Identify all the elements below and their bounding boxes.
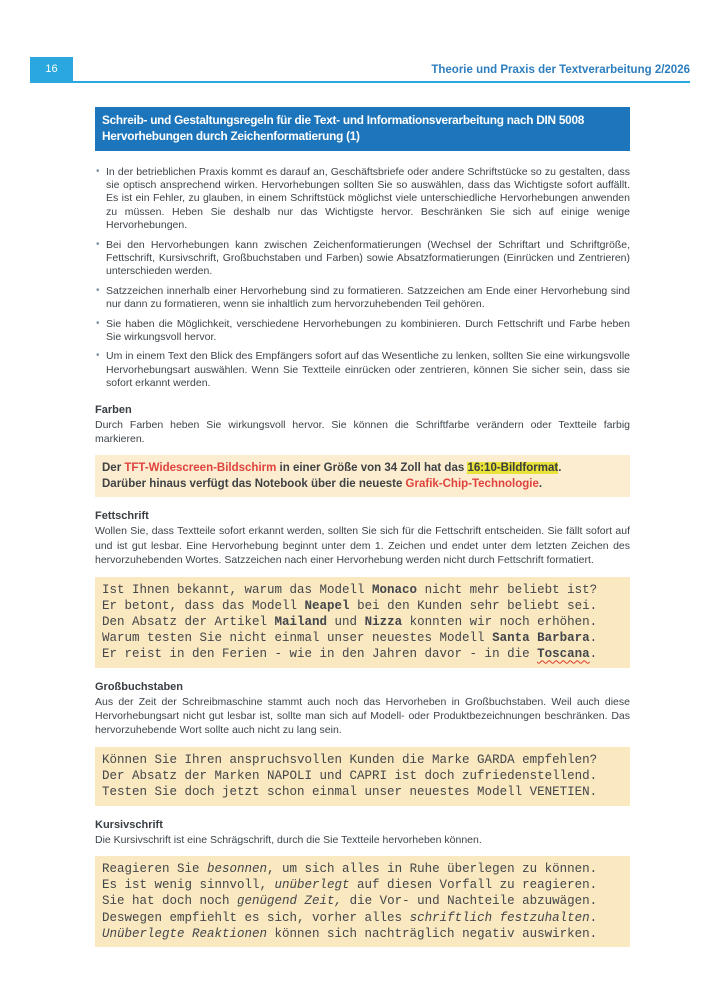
example-line: Können Sie Ihren anspruchsvollen Kunden die Marke GARDA empfehlen?	[102, 752, 598, 767]
bullet-item: • In der betrieblichen Praxis kommt es darauf an, Geschäftsbriefe oder andere Schriftstücke so zu gestalten, dass sie optisch ansprechend wirken. Hervorhebungen sollten Sie so auswählen, dass das Wichtigste sofort auffällt. Es ist ein Fehler, zu glauben, in einem Schriftstück möglichst viele unterschiedliche Hervorhebungen anwenden zu müssen. Heben Sie deshalb nur das Wichtigste hervor. Beschränken Sie sich auf einige wenige Hervorhebungen.	[95, 166, 630, 233]
example-line: Den Absatz der Artikel Mailand und Nizza konnten wir noch erhöhen.	[102, 615, 598, 630]
section-grossbuchstaben	[95, 681, 630, 806]
example-line: Es ist wenig sinnvoll, unüberlegt auf diesen Vorfall zu reagieren.	[102, 878, 598, 893]
section-kursivschrift	[95, 819, 630, 947]
example-line: Sie hat doch noch genügend Zeit, die Vor- und Nachteile abzuwägen.	[102, 894, 598, 909]
example-box-fettschrift	[95, 577, 630, 668]
section-body-grossbuchstaben: Aus der Zeit der Schreibmaschine stammt auch noch das Hervorheben in Großbuchstaben. Weil auch diese Hervorhebungsart nicht gut lesbar ist, sollte man sich auf Modell- oder Produktbezeichnungen beschränken. Das hervorzuhebende Wort sollte auch nicht zu lang sein.	[95, 695, 630, 737]
journal-title: Theorie und Praxis der Textverarbeitung 2/2026	[431, 64, 690, 76]
lesson-title-banner	[95, 107, 630, 151]
example-line: Unüberlegte Reaktionen können sich nachträglich negativ auswirken.	[102, 926, 598, 941]
example-line: Der Absatz der Marken NAPOLI und CAPRI ist doch zufriedenstellend.	[102, 769, 598, 784]
section-heading-grossbuchstaben: Großbuchstaben	[95, 680, 184, 693]
example-line: Ist Ihnen bekannt, warum das Modell Monaco nicht mehr beliebt ist?	[102, 582, 598, 597]
section-heading-kursivschrift: Kursivschrift	[95, 818, 163, 831]
example-box-kursivschrift	[95, 856, 630, 947]
example-box-farben	[95, 455, 630, 497]
content-column	[95, 107, 630, 947]
example-line: Der TFT-Widescreen-Bildschirm in einer Größe von 34 Zoll hat das 16:10-Bildformat.	[102, 462, 562, 475]
bullet-item: • Sie haben die Möglichkeit, verschiedene Hervorhebungen zu kombinieren. Durch Fettschrift und Farbe heben Sie wirkungsvoll hervor.	[95, 318, 630, 345]
example-line: Testen Sie doch jetzt schon einmal unser neuestes Modell VENETIEN.	[102, 785, 598, 800]
example-line: Darüber hinaus verfügt das Notebook über die neueste Grafik-Chip-Technologie.	[102, 478, 543, 491]
example-line: Deswegen empfiehlt es sich, vorher alles schriftlich festzuhalten.	[102, 910, 598, 925]
example-line: Er betont, dass das Modell Neapel bei den Kunden sehr beliebt sei.	[102, 598, 598, 613]
example-line: Warum testen Sie nicht einmal unser neuestes Modell Santa Barbara.	[102, 631, 598, 646]
intro-bullet-list	[95, 166, 630, 391]
example-line: Reagieren Sie besonnen, um sich alles in Ruhe überlegen zu können.	[102, 861, 598, 876]
section-fettschrift	[95, 510, 630, 667]
example-box-grossbuchstaben	[95, 747, 630, 806]
bullet-item: • Bei den Hervorhebungen kann zwischen Zeichenformatierungen (Wechsel der Schriftart und Schriftgröße, Fettschrift, Kursivschrift, Großbuchstaben und Farben) sowie Absatzformatierungen (Einrücken und Zentrieren) unterschieden werden.	[95, 239, 630, 279]
bullet-item: • Satzzeichen innerhalb einer Hervorhebung sind zu formatieren. Satzzeichen am Ende einer Hervorhebung sind nur dann zu formatieren, wenn sie inhaltlich zum hervorzuhebenden Teil gehören.	[95, 285, 630, 312]
section-farben	[95, 404, 630, 498]
bullet-item: • Um in einem Text den Blick des Empfängers sofort auf das Wesentliche zu lenken, sollten Sie eine wirkungsvolle Hervorhebungsart auswählen. Wenn Sie Textteile einrücken oder zentrieren, können Sie sicher sein, dass sie sofort erkannt werden.	[95, 350, 630, 390]
lesson-title-line1: Schreib- und Gestaltungsregeln für die Text- und Informationsverarbeitung nach DIN 5008	[102, 113, 585, 127]
lesson-title-line2: Hervorhebungen durch Zeichenformatierung (1)	[102, 129, 360, 144]
section-body-fettschrift: Wollen Sie, dass Textteile sofort erkannt werden, sollten Sie sich für die Fettschrift entscheiden. Sie fällt sofort auf und ist gut lesbar. Eine Hervorhebung beginnt unter dem 1. Zeichen und endet unter dem letzten Zeichen des hervorzuhebenden Wortes. Satzzeichen nach einer Hervorhebung werden nicht durch Fettschrift formatiert.	[95, 525, 630, 567]
section-body-farben: Durch Farben heben Sie wirkungsvoll hervor. Sie können die Schriftfarbe verändern oder Textteile farbig markieren.	[95, 418, 630, 446]
page-number-badge: 16	[30, 57, 73, 81]
page-header	[30, 57, 690, 83]
section-heading-farben: Farben	[95, 403, 132, 416]
example-line: Er reist in den Ferien - wie in den Jahren davor - in die Toscana.	[102, 647, 598, 662]
section-heading-fettschrift: Fettschrift	[95, 510, 149, 523]
section-body-kursivschrift: Die Kursivschrift ist eine Schrägschrift, durch die Sie Textteile hervorheben können.	[95, 833, 482, 846]
